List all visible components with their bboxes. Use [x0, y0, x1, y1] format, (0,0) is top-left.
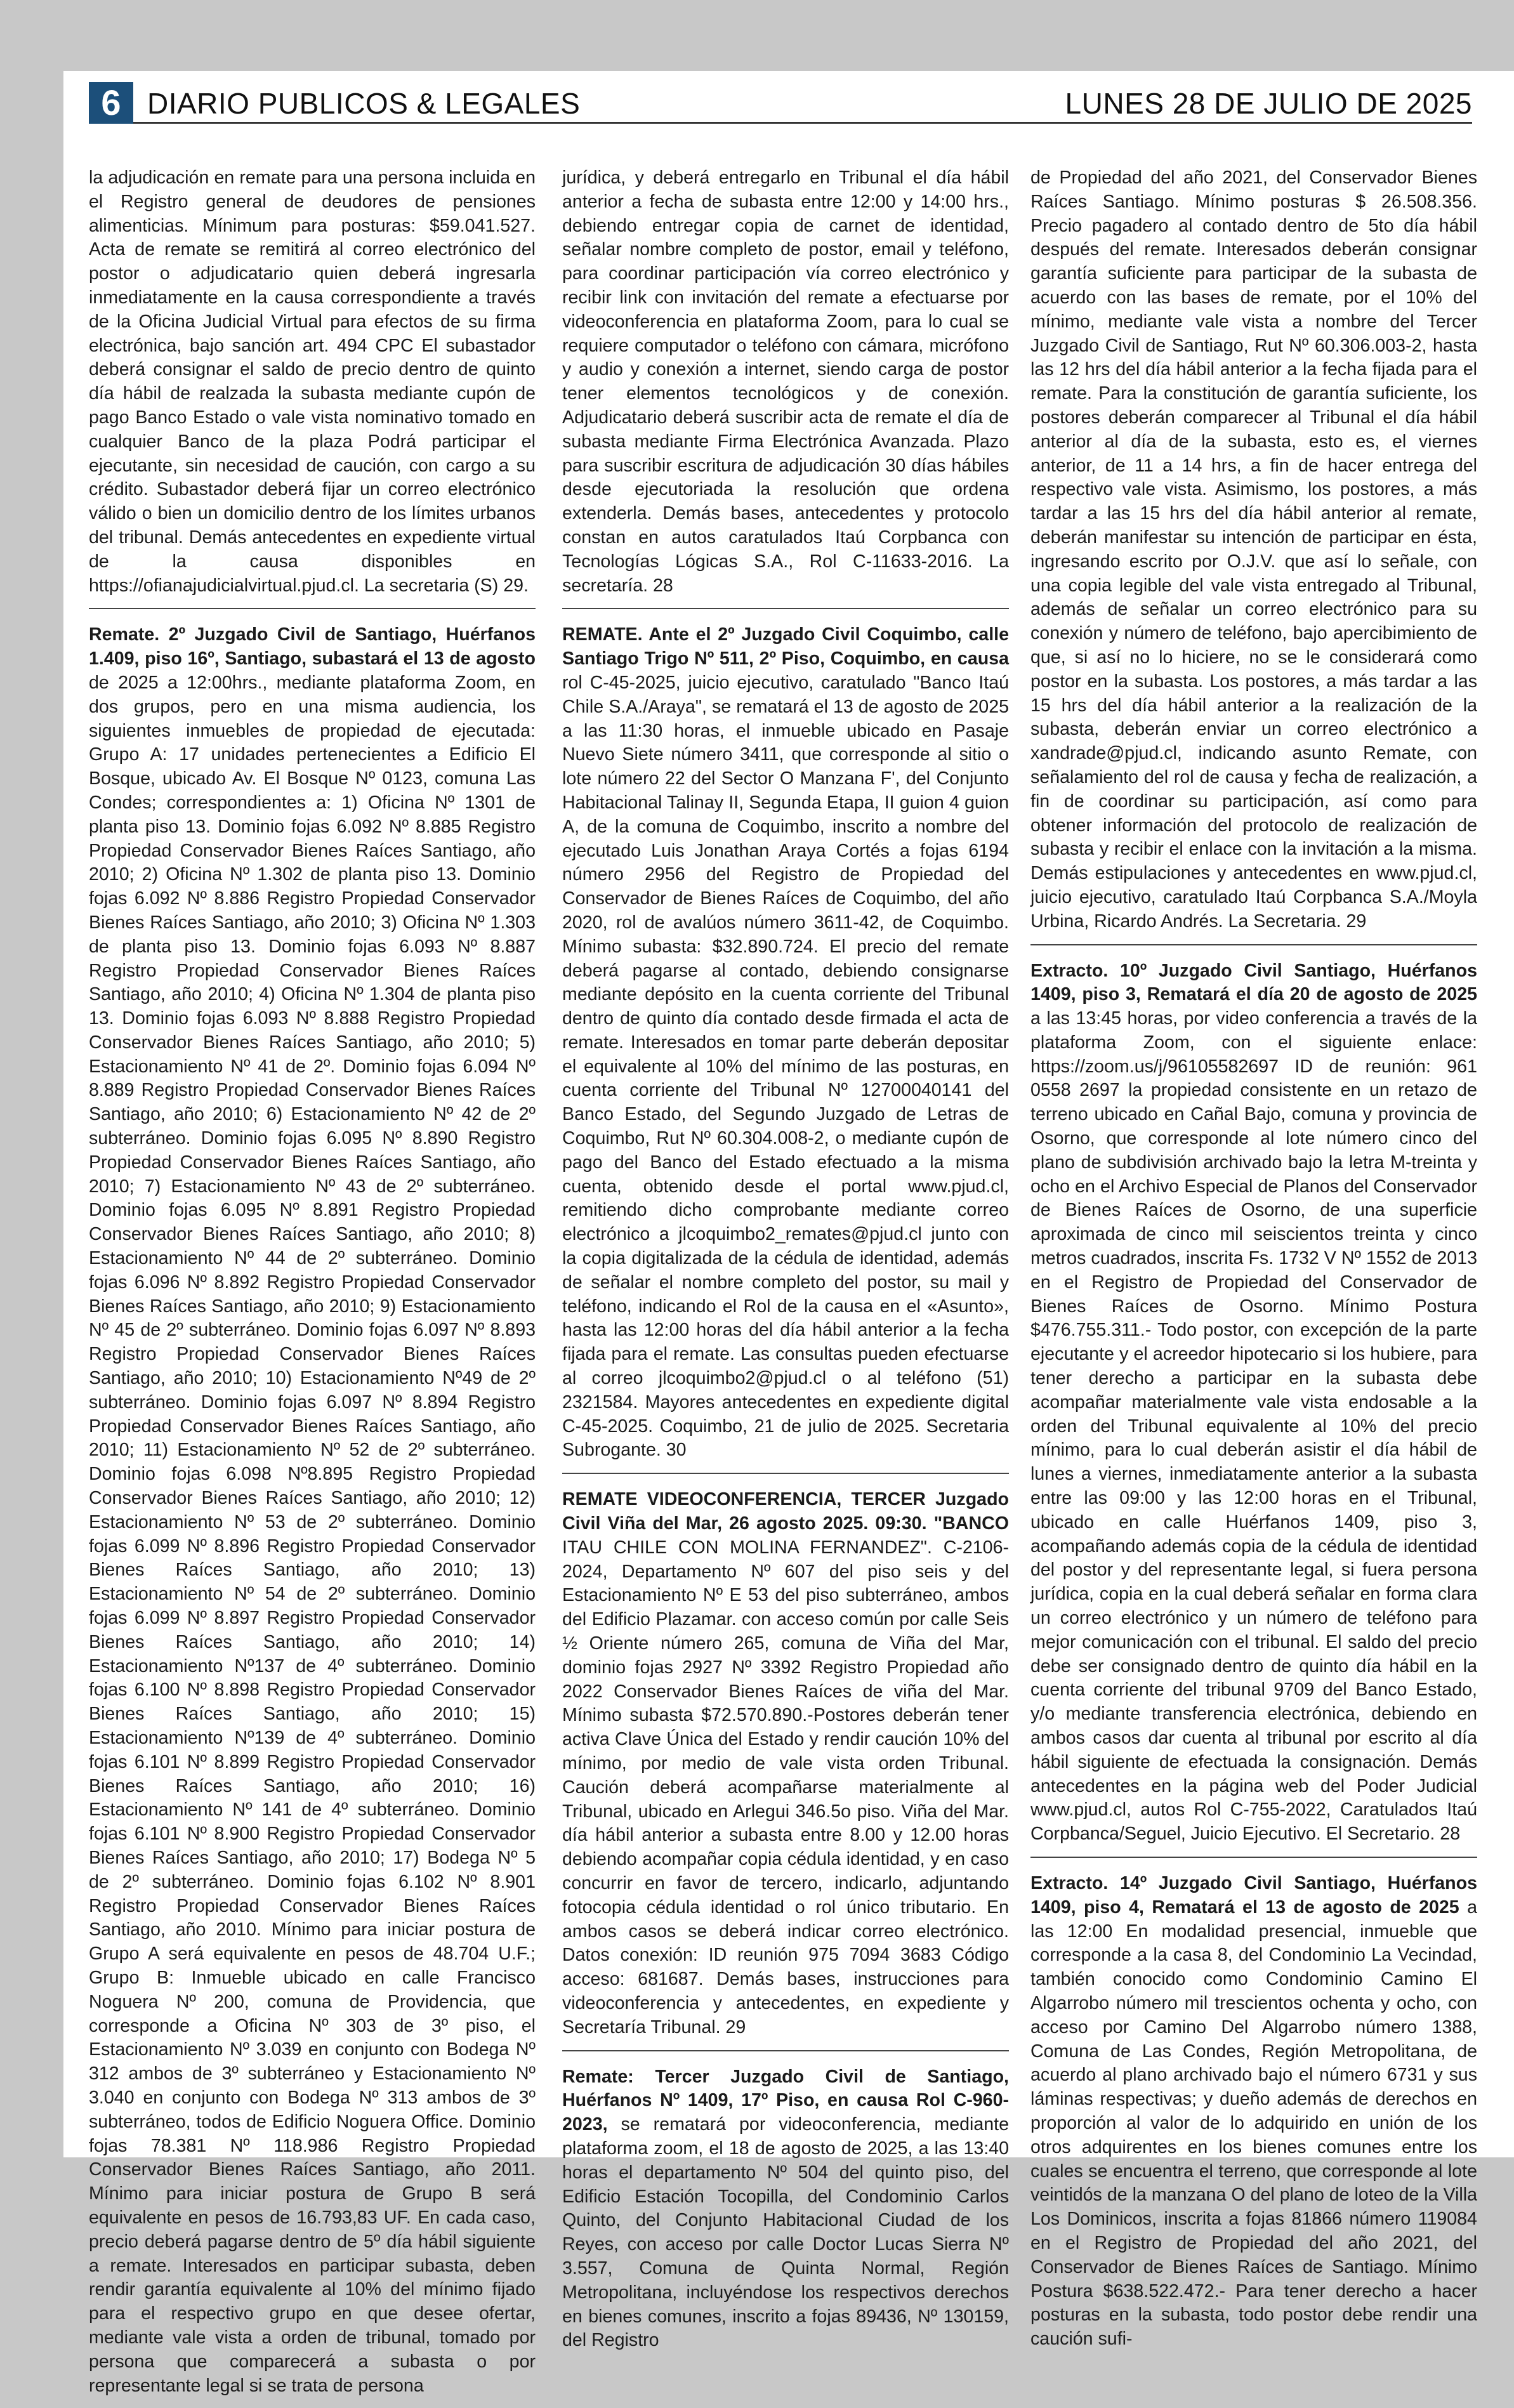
notice	[562, 1488, 1009, 2051]
notice	[1030, 1872, 1477, 2362]
column-2	[562, 166, 1009, 2351]
notice	[1030, 959, 1477, 1858]
notice	[1030, 166, 1477, 945]
notice-lead: Remate. 2º Juzgado Civil de Santiago, Huérfanos 1.409, piso 16º, Santiago, subastará el 13 de agosto	[89, 624, 536, 669]
notice-body: rol C-45-2025, juicio ejecutivo, caratulado "Banco Itaú Chile S.A./Araya", se rematará el 13 de agosto de 2025 a las 11:30 horas, el inmueble ubicado en Pasaje Nuevo Siete número 3411, que corresponde al sitio o lote número 22 del Sector O Manzana F', del Conjunto Habitacional Talinay II, Segunda Etapa, II guion 4 guion A, de la comuna de Coquimbo, inscrito a nombre del ejecutado Luis Jonathan Araya Cortés a fojas 6194 número 2956 del Registro de Propiedad del Conservador de Bienes Raíces de Coquimbo, del año 2020, rol de avalúos número 3611-42, de Coquimbo. Mínimo subasta: $32.890.724. El precio del remate deberá pagarse al contado, debiendo consignarse mediante depósito en la cuenta corriente del Tribunal dentro de quinto día contado desde firmada el acta de remate. Interesados en tomar parte deberán depositar el equivalente al 10% del mínimo de las posturas, en cuenta corriente del Tribunal Nº 12700040141 del Banco Estado, del Segundo Juzgado de Letras de Coquimbo, Rut Nº 60.304.008-2, o mediante cupón de pago del Banco del Estado efectuado a la misma cuenta, obtenido desde el portal www.pjud.cl, remitiendo dicho comprobante mediante correo electrónico a jlcoquimbo2_remates@pjud.cl junto con la copia digitalizada de la cédula de identidad, además de señalar el nombre completo del postor, su mail y teléfono, indicando el Rol de la causa en el «Asunto», hasta las 12:00 horas del día hábil anterior a la fecha fijada para el remate. Las consultas pueden efectuarse al correo jlcoquimbo2@pjud.cl o al teléfono (51) 2321584. Mayores antecedentes en expediente digital C-45-2025. Coquimbo, 21 de julio de 2025. Secretaria Subrogante. 30	[562, 672, 1009, 1461]
notice-body: de 2025 a 12:00hrs., mediante plataforma Zoom, en dos grupos, pero en una misma audiencia, los siguientes inmuebles de propiedad de ejecutada: Grupo A: 17 unidades pertenecientes a Edificio El Bosque, ubicado Av. El Bosque Nº 0123, comuna Las Condes; correspondientes a: 1) Oficina Nº 1301 de planta piso 13. Dominio fojas 6.092 Nº 8.885 Registro Propiedad Conservador Bienes Raíces Santiago, año 2010; 2) Oficina Nº 1.302 de planta piso 13. Dominio fojas 6.092 Nº 8.886 Registro Propiedad Conservador Bienes Raíces Santiago, año 2010; 3) Oficina Nº 1.303 de planta piso 13. Dominio fojas 6.093 Nº 8.887 Registro Propiedad Conservador Bienes Raíces Santiago, año 2010; 4) Oficina Nº 1.304 de planta piso 13. Dominio fojas 6.093 Nº 8.888 Registro Propiedad Conservador Bienes Raíces Santiago, año 2010; 5) Estacionamiento Nº 41 de 2º. Dominio fojas 6.094 Nº 8.889 Registro Propiedad Conservador Bienes Raíces Santiago, año 2010; 6) Estacionamiento Nº 42 de 2º subterráneo. Dominio fojas 6.095 Nº 8.890 Registro Propiedad Conservador Bienes Raíces Santiago, año 2010; 7) Estacionamiento Nº 43 de 2º subterráneo. Dominio fojas 6.095 Nº 8.891 Registro Propiedad Conservador Bienes Raíces Santiago, año 2010; 8) Estacionamiento Nº 44 de 2º subterráneo. Dominio fojas 6.096 Nº 8.892 Registro Propiedad Conservador Bienes Raíces Santiago, año 2010; 9) Estacionamiento Nº 45 de 2º subterráneo. Dominio fojas 6.097 Nº 8.893 Registro Propiedad Conservador Bienes Raíces Santiago, año 2010; 10) Estacionamiento Nº49 de 2º subterráneo. Dominio fojas 6.097 Nº 8.894 Registro Propiedad Conservador Bienes Raíces Santiago, año 2010; 11) Estacionamiento Nº 52 de 2º subterráneo. Dominio fojas 6.098 Nº8.895 Registro Propiedad Conservador Bienes Raíces Santiago, año 2010; 12) Estacionamiento Nº 53 de 2º subterráneo. Dominio fojas 6.099 Nº 8.896 Registro Propiedad Conservador Bienes Raíces Santiago, año 2010; 13) Estacionamiento Nº 54 de 2º subterráneo. Dominio fojas 6.099 Nº 8.897 Registro Propiedad Conservador Bienes Raíces Santiago, año 2010; 14) Estacionamiento Nº137 de 4º subterráneo. Dominio fojas 6.100 Nº 8.898 Registro Propiedad Conservador Bienes Raíces Santiago, año 2010; 15) Estacionamiento Nº139 de 4º subterráneo. Dominio fojas 6.101 Nº 8.899 Registro Propiedad Conservador Bienes Raíces Santiago, año 2010; 16) Estacionamiento Nº 141 de 4º subterráneo. Dominio fojas 6.101 Nº 8.900 Registro Propiedad Conservador Bienes Raíces Santiago, año 2010; 17) Bodega Nº 5 de 2º subterráneo. Dominio fojas 6.102 Nº 8.901 Registro Propiedad Conservador Bienes Raíces Santiago, año 2010. Mínimo para iniciar postura de Grupo A será equivalente en pesos de 48.704 U.F.; Grupo B: Inmueble ubicado en calle Francisco Noguera Nº 200, comuna de Providencia, que corresponde a Oficina Nº 303 de 3º piso, el Estacionamiento Nº 3.039 en conjunto con Bodega Nº 312 ambos de 3º subterráneo y Estacionamiento Nº 3.040 en conjunto con Bodega Nº 313 ambos de 3º subterráneo, todos de Edificio Noguera Office. Dominio fojas 78.381 Nº 118.986 Registro Propiedad Conservador Bienes Raíces Santiago, año 2011. Mínimo para iniciar postura de Grupo B será equivalente en pesos de 16.793,83 UF. En cada caso, precio deberá pagarse dentro de 5º día hábil siguiente a remate. Interesados en participar subasta, deben rendir garantía equivalente al 10% del mínimo fijado para el respectivo grupo en que desee ofertar, mediante vale vista a orden de tribunal, tomado por persona que comparecerá a subasta o por representante legal si se trata de persona	[89, 672, 536, 2396]
notice	[562, 2065, 1009, 2364]
notice-lead: REMATE VIDEOCONFERENCIA, TERCER Juzgado Civil Viña del Mar, 26 agosto 2025. 09:30. "BANCO	[562, 1489, 1009, 1534]
column-3	[1030, 166, 1477, 2350]
notice-body: ITAU CHILE CON MOLINA FERNANDEZ". C-2106-2024, Departamento Nº 607 del piso seis y del Estacionamiento Nº E 53 del piso subterráneo, ambos del Edificio Plazamar. con acceso común por calle Seis ½ Oriente número 265, comuna de Viña del Mar, dominio fojas 2927 Nº 3392 Registro Propiedad año 2022 Conservador Bienes Raíces de viña del Mar. Mínimo subasta $72.570.890.-Postores deberán tener activa Clave Única del Estado y rendir caución 10% del mínimo, por medio de vale vista orden Tribunal. Caución deberá acompañarse materialmente al Tribunal, ubicado en Arlegui 346.5o piso. Viña del Mar. día hábil anterior a subasta entre 8.00 y 12.00 horas debiendo acompañar copia cédula identidad, y en caso concurrir en favor de tercero, indicarlo, adjuntando fotocopia cédula identidad o rol único tributario. En ambos casos se deberá indicar correo electrónico. Datos conexión: ID reunión 975 7094 3683 Código acceso: 681687. Demás bases, instrucciones para videoconferencia y antecedentes, en expediente y Secretaría Tribunal. 29	[562, 1537, 1009, 2037]
column-1	[89, 166, 536, 2396]
notice-body: a las 12:00 En modalidad presencial, inmueble que corresponde a la casa 8, del Condominio La Vecindad, también conocido como Condominio Camino El Algarrobo número mil trescientos ochenta y ocho, con acceso por Camino Del Algarrobo número 1388, Comuna de Las Condes, Región Metropolitana, de acuerdo al plano archivado bajo el número 6731 y sus láminas respectivas; y dueño además de derechos en proporción al valor de lo adquirido en unión de los otros adquirentes en los bienes comunes entre los cuales se encuentra el terreno, que corresponde al lote veintidós de la manzana O del plano de loteo de la Villa Los Dominicos, inscrita a fojas 81866 número 119084 en el Registro de Propiedad del año 2021, del Conservador de Bienes Raíces de Santiago. Mínimo Postura $638.522.472.- Para tener derecho a hacer posturas en la subasta, todo postor debe rendir una caución sufi-	[1030, 1897, 1477, 2350]
notice	[562, 166, 1009, 609]
newspaper-name: DIARIO PUBLICOS & LEGALES	[147, 87, 581, 120]
header-rule	[133, 122, 1472, 124]
notice	[89, 166, 536, 609]
notice-body: jurídica, y deberá entregarlo en Tribunal el día hábil anterior a fecha de subasta entre 12:00 y 14:00 hrs., debiendo entregar copia de carnet de identidad, señalar nombre completo de postor, email y teléfono, para coordinar participación vía correo electrónico y recibir link con invitación del remate a efectuarse por videoconferencia en plataforma Zoom, para lo cual se requiere computador o teléfono con cámara, micrófono y audio y conexión a internet, siendo carga de postor tener elementos tecnológicos y de conexión. Adjudicatario deberá suscribir acta de remate el día de subasta mediante Firma Electrónica Avanzada. Plazo para suscribir escritura de adjudicación 30 días hábiles desde ejecutoriada la resolución que ordena extenderla. Demás bases, antecedentes y protocolo constan en autos caratulados Itaú Corpbanca con Tecnologías Lógicas S.A., Rol C-11633-2016. La secretaría. 28	[562, 168, 1009, 596]
notice-body: de Propiedad del año 2021, del Conservador Bienes Raíces Santiago. Mínimo posturas $ 26.508.356. Precio pagadero al contado dentro de 5to día hábil después del remate. Interesados deberán consignar garantía suficiente para participar de la subasta de acuerdo con las bases de remate, por el 10% del mínimo, mediante vale vista a nombre del Tercer Juzgado Civil de Santiago, Rut Nº 60.306.003-2, hasta las 12 hrs del día hábil anterior a la fecha fijada para el remate. Para la constitución de garantía suficiente, los postores deberán comparecer al Tribunal el día hábil anterior al día de la subasta, esto es, el viernes anterior, de 11 a 14 hrs, a fin de hacer entrega del respectivo vale vista. Asimismo, los postores, a más tardar a las 15 hrs del día hábil anterior al remate, deberán manifestar su intención de participar en ésta, ingresando escrito por O.J.V. que así lo señale, con una copia legible del vale vista entregado al Tribunal, además de señalar un correo electrónico para su conexión y número de teléfono, bajo apercibimiento de que, si así no lo hiciere, no se le considerará como postor en la subasta. Los postores, a más tardar a las 15 hrs del día hábil anterior a la realización de la subasta, deberán enviar un correo electrónico a xandrade@pjud.cl, indicando asunto Remate, con señalamiento del rol de causa y fecha de realización, a fin de coordinar su participación, así como para obtener información del protocolo de realización de subasta y recibir el enlace con la invitación a la misma. Demás estipulaciones y antecedentes en www.pjud.cl, juicio ejecutivo, caratulado Itaú Corpbanca S.A./Moyla Urbina, Ricardo Andrés. La Secretaria. 29	[1030, 168, 1477, 931]
notice-body: se rematará por videoconferencia, mediante plataforma zoom, el 18 de agosto de 2025, a las 13:40 horas el departamento Nº 504 del quinto piso, del Edificio Estación Tocopilla, del Condominio Carlos Quinto, del Conjunto Habitacional Ciudad de los Reyes, con acceso por calle Doctor Lucas Sierra Nº 3.557, Comuna de Quinta Normal, Región Metropolitana, incluyéndose los respectivos derechos en bienes comunes, inscrito a fojas 89436, Nº 130159, del Registro	[562, 2114, 1009, 2351]
issue-date: LUNES 28 DE JULIO DE 2025	[1065, 87, 1472, 120]
notice-lead: REMATE. Ante el 2º Juzgado Civil Coquimbo, calle Santiago Trigo Nº 511, 2º Piso, Coquimbo, en causa	[562, 624, 1009, 669]
notice-body: a las 13:45 horas, por video conferencia a través de la plataforma Zoom, con el siguiente enlace: https://zoom.us/j/96105582697 ID de reunión: 961 0558 2697 la propiedad consistente en un retazo de terreno ubicado en Cañal Bajo, comuna y provincia de Osorno, que corresponde al lote número cinco del plano de subdivisión archivado bajo la letra M-treinta y ocho en el Archivo Especial de Planos del Conservador de Bienes Raíces de Osorno, de una superficie aproximada de cinco mil seiscientos treinta y cinco metros cuadrados, inscrita Fs. 1732 V Nº 1552 de 2013 en el Registro de Propiedad del Conservador de Bienes Raíces de Osorno. Mínimo Postura $476.755.311.- Todo postor, con excepción de la parte ejecutante y el acreedor hipotecario si los hubiere, para tener derecho a participar en la subasta debe acompañar materialmente vale vista endosable a la orden del Tribunal equivalente al 10% del precio mínimo, para lo cual deberán asistir el día hábil de lunes a viernes, inmediatamente anterior a la subasta entre las 09:00 y las 12:00 horas en el Tribunal, ubicado en calle Huérfanos 1409, piso 3, acompañando además copia de la cédula de identidad del postor y del representante legal, si fuera persona jurídica, copia en la cual deberá señalar en forma clara un correo electrónico y un número de teléfono para mejor comunicación con el tribunal. El saldo del precio debe ser consignado dentro de quinto día hábil en la cuenta corriente del tribunal 9709 del Banco Estado, y/o mediante transferencia electrónica, debiendo en ambos casos dar cuenta al tribunal por escrito al día hábil siguiente de efectuada la consignación. Demás antecedentes en la página web del Poder Judicial www.pjud.cl, autos Rol C-755-2022, Caratulados Itaú Corpbanca/Seguel, Juicio Ejecutivo. El Secretario. 28	[1030, 1008, 1477, 1845]
notice	[89, 623, 536, 2408]
notice-lead: Remate: Tercer Juzgado Civil de Santiago, Huérfanos Nº 1409, 17º Piso, en causa Rol C-960-2023,	[562, 2066, 1009, 2135]
notice	[562, 623, 1009, 1474]
notice-lead: Extracto. 14º Juzgado Civil Santiago, Huérfanos 1409, piso 4, Rematará el 13 de agosto de 2025	[1030, 1872, 1477, 1918]
page-header	[89, 79, 1472, 124]
notice-body: la adjudicación en remate para una persona incluida en el Registro general de deudores de pensiones alimenticias. Mínimum para posturas: $59.041.527. Acta de remate se remitirá al correo electrónico del postor o adjudicatario quien deberá ingresarla inmediatamente en la causa correspondiente a través de la Oficina Judicial Virtual para efectos de su firma electrónica, bajo sanción art. 494 CPC El subastador deberá consignar el saldo de precio dentro de quinto día hábil de realzada la subasta mediante cupón de pago Banco Estado o vale vista nominativo tomado en cualquier Banco de la plaza Podrá participar el ejecutante, sin necesidad de caución, con cargo a su crédito. Subastador deberá fijar un correo electrónico válido o bien un domicilio dentro de los límites urbanos del tribunal. Demás antecedentes en expediente virtual de la causa disponibles en https://ofianajudicialvirtual.pjud.cl. La secretaria (S) 29.	[89, 168, 536, 596]
notice-lead: Extracto. 10º Juzgado Civil Santiago, Huérfanos 1409, piso 3, Rematará el día 20 de agosto de 2025	[1030, 960, 1477, 1005]
page-number: 6	[89, 82, 133, 124]
